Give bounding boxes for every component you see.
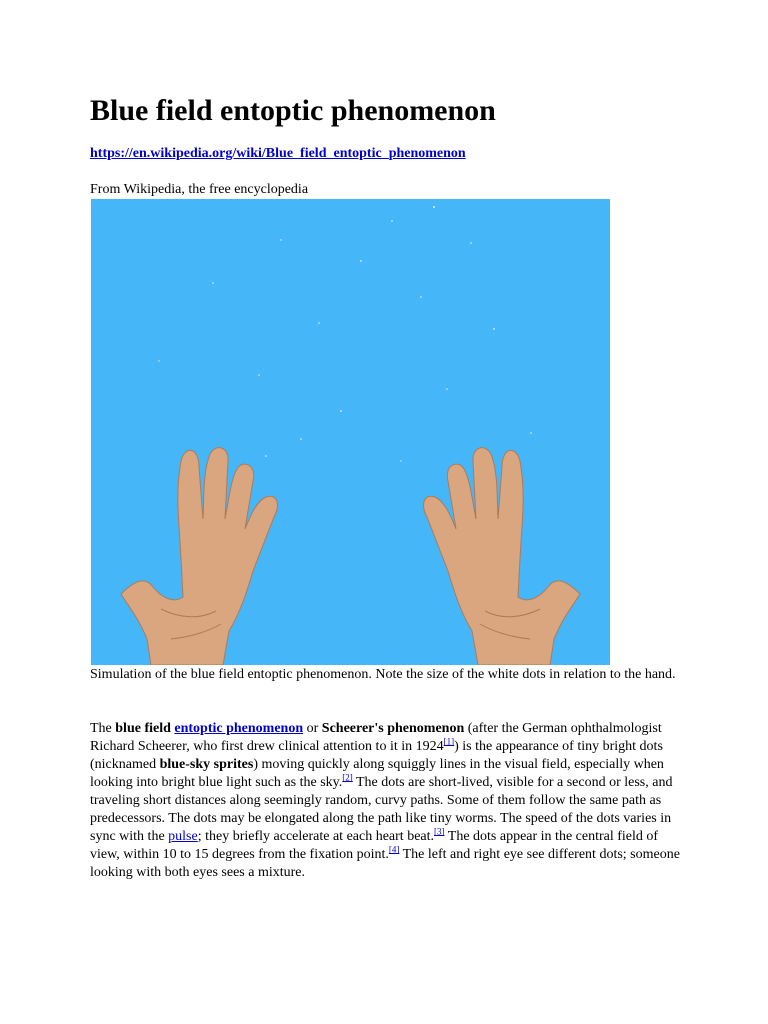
text-run: ) moving quickly along squiggly lines in the visual field, especially when looking into bright blue light such as the sky. [90, 757, 664, 790]
source-url-link[interactable]: https://en.wikipedia.org/wiki/Blue_field_entoptic_phenomenon [90, 146, 466, 161]
link-pulse[interactable]: pulse [168, 829, 198, 844]
link-entoptic-phenomenon[interactable]: entoptic phenomenon [174, 721, 304, 736]
term-scheerers-phenomenon: Scheerer's phenomenon [321, 721, 465, 736]
subtitle: From Wikipedia, the free encyclopedia [90, 182, 309, 197]
reference-link-3[interactable]: [3] [434, 826, 445, 837]
text-run: ; they briefly accelerate at each heart beat. [197, 829, 435, 844]
reference-link-2[interactable]: [2] [342, 772, 353, 783]
reference-link-1[interactable]: [1] [443, 736, 455, 747]
text-run: or [303, 721, 322, 736]
text-run: The [90, 721, 116, 736]
text-run: ) is the appearance of tiny bright dots (nicknamed [90, 739, 663, 772]
text-run: The left and right eye see different dots; someone looking with both eyes sees a mixture. [90, 847, 680, 880]
sky-background [91, 199, 610, 665]
article-paragraph [90, 720, 690, 882]
term-blue-field: blue field [115, 721, 171, 736]
term-blue-sky-sprites: blue-sky sprites [159, 757, 254, 772]
figure-caption: Simulation of the blue field entoptic phenomenon. Note the size of the white dots in relation to the hand. [90, 667, 676, 682]
reference-link-4[interactable]: [4] [388, 844, 400, 855]
text-run: (after the German ophthalmologist Richard Scheerer, who first drew clinical attention to it in 1924 [90, 721, 662, 754]
text-run: The dots are short-lived, visible for a second or less, and traveling short distances along seemingly random, curvy paths. Some of them follow the same path as predecessors. The dots may be elongated along the path like tiny worms. The speed of the dots varies in sync with the [90, 775, 673, 844]
text-run: The dots appear in the central field of view, within 10 to 15 degrees from the fixation point. [90, 829, 659, 862]
simulation-image [91, 199, 610, 665]
page-title: Blue field entoptic phenomenon [90, 94, 496, 127]
